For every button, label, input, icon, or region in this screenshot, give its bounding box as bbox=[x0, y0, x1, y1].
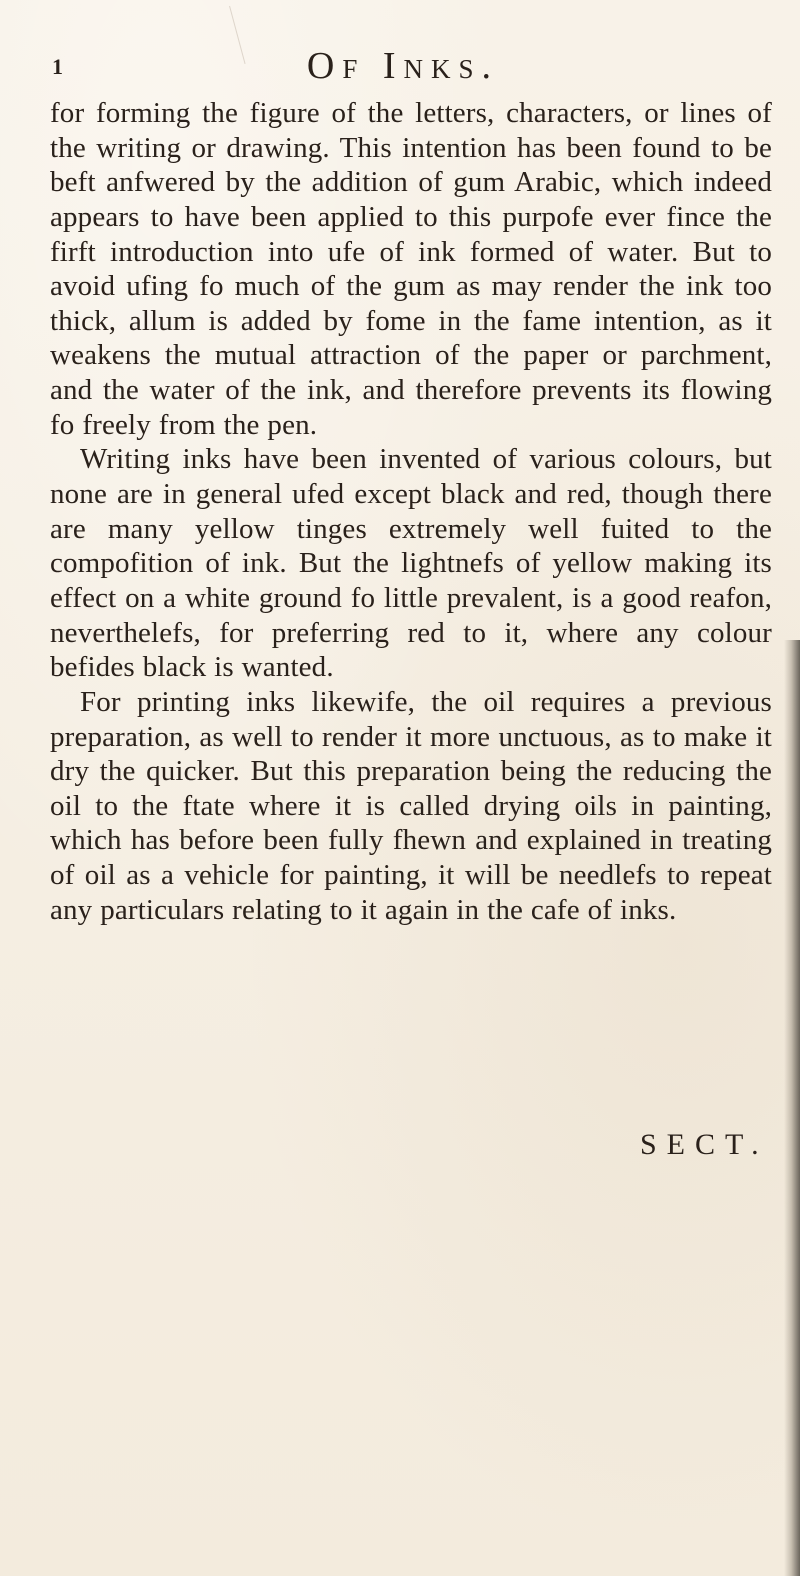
header-mark: 1 bbox=[52, 54, 64, 79]
page-edge-shadow bbox=[784, 640, 800, 1576]
paragraph-3: For printing inks likewife, the oil requires a previous preparation, as well to render it more unctuous, as to make it dry the quicker. But this preparation being the reducing the oil to the ftate where it is called drying oils in painting, which has before been fully fhewn and explained in treating of oil as a vehicle for painting, it will be needlefs to repeat any particulars relating to it again in the cafe of inks. bbox=[50, 685, 772, 926]
paragraph-2: Writing inks have been invented of various colours, but none are in general ufed except black and red, though there are many yellow tinges extremely well fuited to the compofition of ink. But the lightnefs of yellow making its effect on a white ground fo little prevalent, is a good reafon, neverthelefs, for preferring red to it, where any colour befides black is wanted. bbox=[50, 443, 772, 684]
paragraph-1: for forming the figure of the letters, characters, or lines of the writing or drawing. This intention has been found to be beft anfwered by the addition of gum Arabic, which indeed appears to have been applied to this purpofe ever fince the firft introduction into ufe of ink formed of water. But to avoid ufing fo much of the gum as may render the ink too thick, allum is added by fome in the fame intention, as it weakens the mutual attraction of the paper or parchment, and the water of the ink, and therefore prevents its flowing fo freely from the pen. bbox=[50, 97, 772, 441]
page-title: Of Inks. bbox=[306, 45, 500, 87]
catchword: SECT. bbox=[640, 1128, 769, 1161]
body-text bbox=[50, 96, 772, 927]
running-header bbox=[50, 44, 750, 90]
